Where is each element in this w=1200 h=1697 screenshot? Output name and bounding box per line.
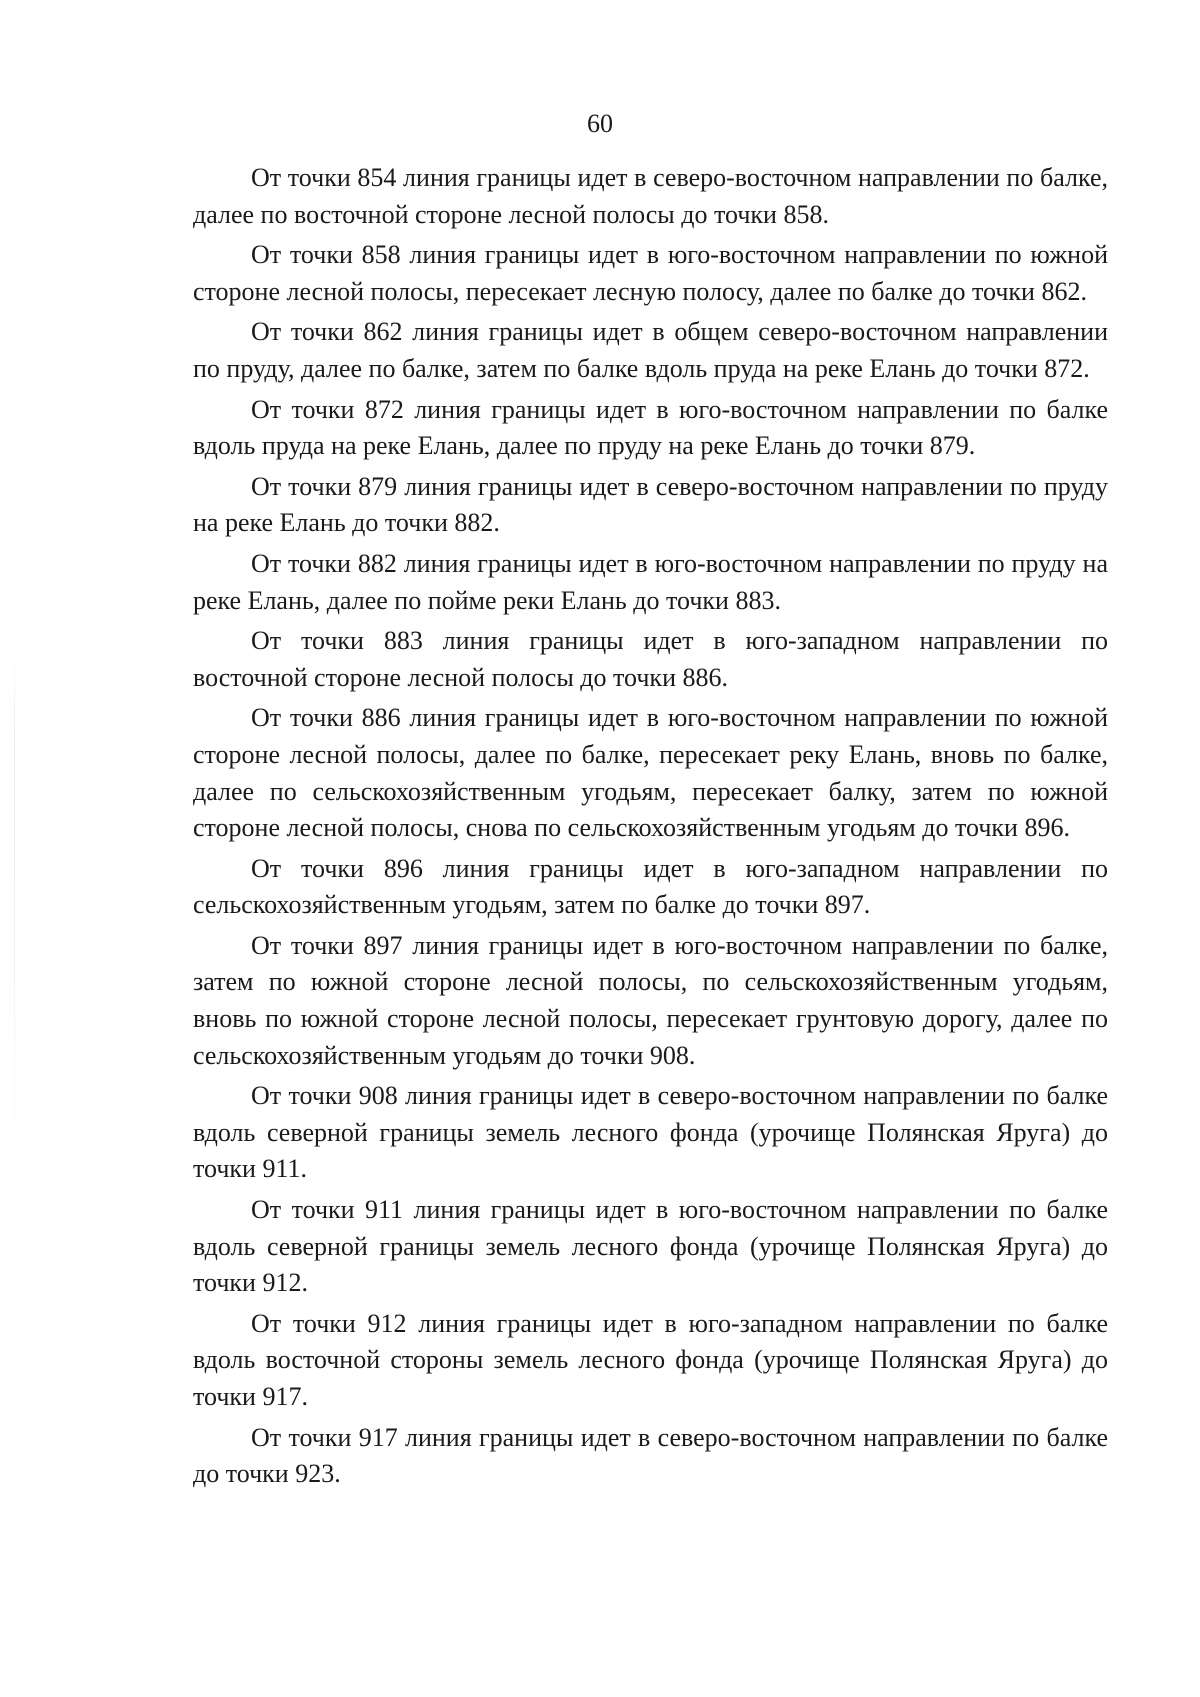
paragraph-point-908: От точки 908 линия границы идет в северо-восточном направлении по балке вдоль северной границы земель лесного фонда (урочище Полянская Яруга) до точки 911.: [193, 1081, 1108, 1184]
paragraph-point-886: От точки 886 линия границы идет в юго-восточном направлении по южной стороне лесной полосы, далее по балке, пересекает реку Елань, вновь по балке, далее по сельскохозяйственным угодьям, пересекает балку, затем по южной стороне лесной полосы, снова по сельскохозяйственным угодьям до точки 896.: [193, 703, 1108, 843]
paragraph-point-872: От точки 872 линия границы идет в юго-восточном направлении по балке вдоль пруда на реке Елань, далее по пруду на реке Елань до точки 879.: [193, 394, 1108, 461]
paragraph-point-883: От точки 883 линия границы идет в юго-западном направлении по восточной стороне лесной полосы до точки 886.: [193, 626, 1108, 692]
paragraph-point-858: От точки 858 линия границы идет в юго-восточном направлении по южной стороне лесной полосы, пересекает лесную полосу, далее по балке до точки 862.: [193, 240, 1108, 306]
paragraph-point-897: От точки 897 линия границы идет в юго-восточном направлении по балке, затем по южной стороне лесной полосы, по сельскохозяйственным угодьям, вновь по южной стороне лесной полосы, пересекает грунтовую дорогу, далее по сельскохозяйственным угодьям до точки 908.: [193, 930, 1108, 1070]
paragraph-point-862: От точки 862 линия границы идет в общем северо-восточном направлении по пруду, далее по балке, затем по балке вдоль пруда на реке Елань до точки 872.: [193, 317, 1108, 383]
scan-edge-artifact: [14, 640, 15, 1180]
paragraph-point-879: От точки 879 линия границы идет в северо-восточном направлении по пруду на реке Елань до точки 882.: [193, 471, 1108, 538]
paragraph-point-882: От точки 882 линия границы идет в юго-восточном направлении по пруду на реке Елань, далее по пойме реки Елань до точки 883.: [193, 548, 1108, 615]
paragraph-point-896: От точки 896 линия границы идет в юго-западном направлении по сельскохозяйственным угодьям, затем по балке до точки 897.: [193, 853, 1108, 920]
paragraph-point-917: От точки 917 линия границы идет в северо-восточном направлении по балке до точки 923.: [193, 1422, 1108, 1489]
document-body: [193, 160, 1108, 1497]
paragraph-point-854: От точки 854 линия границы идет в северо-восточном направлении по балке, далее по восточной стороне лесной полосы до точки 858.: [193, 163, 1108, 229]
page-number: 60: [587, 109, 613, 138]
paragraph-point-912: От точки 912 линия границы идет в юго-западном направлении по балке вдоль восточной стороны земель лесного фонда (урочище Полянская Яруга) до точки 917.: [193, 1308, 1108, 1411]
paragraph-point-911: От точки 911 линия границы идет в юго-восточном направлении по балке вдоль северной границы земель лесного фонда (урочище Полянская Яруга) до точки 912.: [193, 1195, 1108, 1298]
